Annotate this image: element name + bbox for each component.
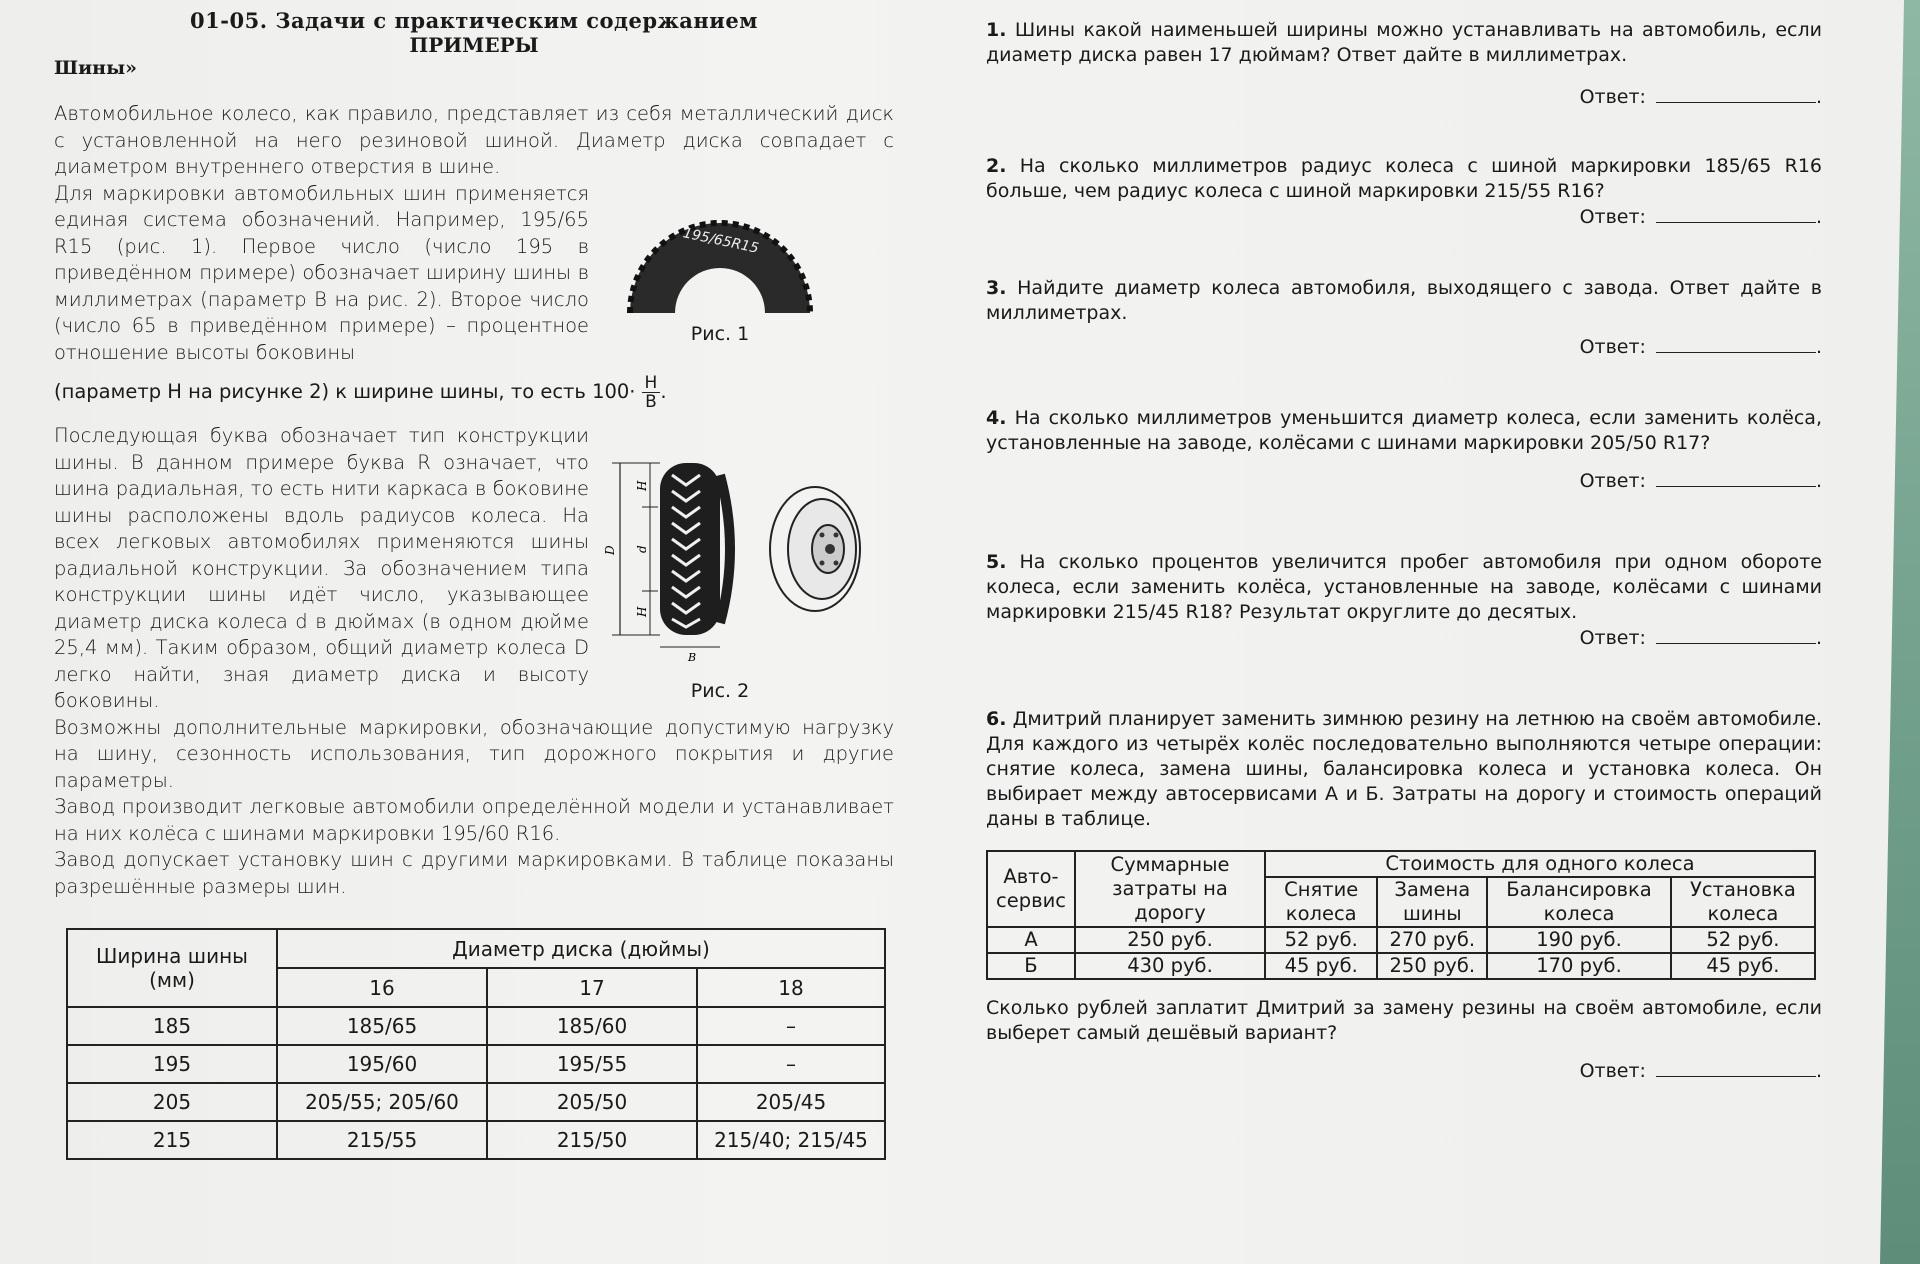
intro-paragraph-3: Последующая буква обозначает тип конструкции шины. В данном примере буква R означает, что шина радиальная, то есть нити каркаса в боковине шины расположены вдоль радиусов колеса. На всех легковых автомобилях применяются шины радиальной конструкции. За обозначением типа конструкции шины идёт число, указывающее диаметр диска колеса d в дюймах (в одном дюйме 25,4 мм). Таким образом, общий диаметр колеса D легко найти, зная диаметр диска и высоту боковины. [54, 424, 589, 712]
figure-1 [590, 205, 850, 345]
table-header-op-install: Установка колеса [1671, 877, 1815, 927]
answer-2-field[interactable] [1656, 204, 1816, 223]
question-3-number: 3. [986, 277, 1007, 299]
question-6-text: Дмитрий планирует заменить зимнюю резину на летнюю на своём автомобиле. Для каждого из четырёх колёс последовательно выполняются четыре операции: снятие колеса, замена шины, балансировка колеса и установка колеса. Он выбирает между автосервисами А и Б. Затраты на дорогу и стоимость операций даны в таблице. [986, 708, 1823, 830]
question-5-text: На сколько процентов увеличится пробег автомобиля при одном обороте колеса, если заменить колёса, установленные на заводе, колёсами с шинами маркировки 215/45 R18? Результат округлите до десятых. [986, 551, 1822, 623]
page-edge-background [1880, 0, 1920, 1264]
dimension-d-label: d [635, 545, 649, 553]
question-1 [986, 18, 1822, 68]
table-row [67, 1083, 885, 1121]
dimension-H-bottom-label: H [635, 606, 649, 617]
intro-paragraph-1: Автомобильное колесо, как правило, представляет из себя металлический диск с установленной на него резиновой шиной. Диаметр диска совпадает с диаметром внутреннего отверстия в шине. [54, 102, 894, 178]
question-6-number: 6. [986, 708, 1007, 730]
tire-arc-icon [590, 205, 850, 315]
question-4 [986, 406, 1822, 456]
table-cell: 52 руб. [1671, 927, 1815, 953]
answer-6: Ответ: . [1579, 1060, 1822, 1082]
answer-3-field[interactable] [1656, 334, 1816, 353]
page-subtitle: ПРИМЕРЫ [409, 33, 539, 57]
table-cell: 250 руб. [1075, 927, 1265, 953]
table-header-cost: Стоимость для одного колеса [1265, 851, 1815, 877]
formula-line [54, 374, 894, 411]
question-1-text: Шины какой наименьшей ширины можно устанавливать на автомобиль, если диаметр диска равен 17 дюймам? Ответ дайте в миллиметрах. [986, 19, 1822, 66]
question-4-text: На сколько миллиметров уменьшится диаметр колеса, если заменить колёса, установленные на заводе, колёсами с шинами маркировки 205/50 R17? [986, 407, 1822, 454]
intro-paragraph-6: Завод допускает установку шин с другими маркировками. В таблице показаны разрешённые размеры шин. [54, 848, 894, 898]
table-row [67, 1007, 885, 1045]
fraction-numerator: H [642, 374, 661, 393]
table-header-diameter: Диаметр диска (дюймы) [277, 929, 885, 968]
table-cell: 215/40; 215/45 [697, 1121, 885, 1159]
answer-label: Ответ: [1579, 627, 1646, 649]
table-cell-service: Б [987, 953, 1075, 979]
table-cell: 185/60 [487, 1007, 697, 1045]
table-row [67, 1045, 885, 1083]
table-cell: 170 руб. [1487, 953, 1671, 979]
question-3 [986, 276, 1822, 326]
table-cell: 52 руб. [1265, 927, 1377, 953]
answer-2: Ответ: . [1579, 206, 1822, 228]
answer-1-field[interactable] [1656, 84, 1816, 103]
table-cell: 205/55; 205/60 [277, 1083, 487, 1121]
dimension-H-top-label: H [635, 480, 649, 491]
answer-label: Ответ: [1579, 86, 1646, 108]
table-header-diam-16: 16 [277, 968, 487, 1007]
formula-text: (параметр H на рисунке 2) к ширине шины, то есть 100· [54, 380, 636, 404]
answer-4: Ответ: . [1579, 470, 1822, 492]
table-cell: 270 руб. [1377, 927, 1487, 953]
service-cost-table [986, 850, 1816, 980]
answer-6-field[interactable] [1656, 1058, 1816, 1077]
question-1-number: 1. [986, 19, 1007, 41]
question-2-number: 2. [986, 155, 1007, 177]
answer-1: Ответ: . [1579, 86, 1822, 108]
left-column [54, 8, 894, 900]
question-5 [986, 550, 1822, 625]
intro-paragraph-4: Возможны дополнительные маркировки, обозначающие допустимую нагрузку на шину, сезонность использования, тип дорожного покрытия и другие параметры. [54, 715, 894, 792]
tire-cross-section-icon [560, 455, 880, 670]
figure-2 [560, 455, 880, 700]
table-cell-width: 195 [67, 1045, 277, 1083]
intro-paragraph-5: Завод производит легковые автомобили определённой модели и устанавливает на них колёса с шинами маркировки 195/60 R16. [54, 795, 894, 845]
table-cell: 430 руб. [1075, 953, 1265, 979]
question-2-text: На сколько миллиметров радиус колеса с шиной маркировки 185/65 R16 больше, чем радиус колеса с шиной маркировки 215/55 R16? [986, 155, 1822, 202]
table-header-road: Суммарные затраты на дорогу [1075, 851, 1265, 927]
topic-label: Шины» [54, 57, 138, 79]
page-title: 01-05. Задачи с практическим содержанием [190, 8, 758, 33]
dimension-B-label: B [688, 651, 697, 664]
table-header-service: Авто-сервис [987, 851, 1075, 927]
intro-paragraph-2: Для маркировки автомобильных шин применяется единая система обозначений. Например, 195/65 R15 (рис. 1). Первое число (число 195 в приведённом примере) обозначает ширину шины в миллиметрах (параметр B на рис. 2). Второе число (число 65 в приведённом примере) – процентное отношение высоты боковины [54, 181, 589, 364]
answer-4-field[interactable] [1656, 468, 1816, 487]
table-cell: 250 руб. [1377, 953, 1487, 979]
table-cell-width: 215 [67, 1121, 277, 1159]
answer-label: Ответ: [1579, 1060, 1646, 1082]
table-cell: – [697, 1007, 885, 1045]
table-header-op-removal: Снятие колеса [1265, 877, 1377, 927]
table-cell: 215/50 [487, 1121, 697, 1159]
table-cell: 215/55 [277, 1121, 487, 1159]
answer-5: Ответ: . [1579, 627, 1822, 649]
table-cell: 205/45 [697, 1083, 885, 1121]
table-cell-service: А [987, 927, 1075, 953]
table-cell: 190 руб. [1487, 927, 1671, 953]
table-cell: 45 руб. [1671, 953, 1815, 979]
question-5-number: 5. [986, 551, 1007, 573]
right-column [986, 18, 1822, 1082]
table-row [987, 927, 1815, 953]
table-cell-width: 205 [67, 1083, 277, 1121]
figure-1-caption: Рис. 1 [690, 323, 750, 345]
question-3-text: Найдите диаметр колеса автомобиля, выходящего с завода. Ответ дайте в миллиметрах. [986, 277, 1822, 324]
dimension-D-label: D [603, 545, 617, 555]
answer-label: Ответ: [1579, 470, 1646, 492]
tire-marking-label: 195/65R15 [681, 225, 761, 257]
table-header-diam-18: 18 [697, 968, 885, 1007]
table-cell: 205/50 [487, 1083, 697, 1121]
question-6 [986, 707, 1822, 832]
table-header-width: Ширина шины (мм) [67, 929, 277, 1007]
table-header-diam-17: 17 [487, 968, 697, 1007]
formula-end: . [660, 380, 667, 404]
table-header-op-replace: Замена шины [1377, 877, 1487, 927]
tire-sizes-table [66, 928, 886, 1160]
question-2 [986, 154, 1822, 204]
fraction-denominator: B [645, 392, 657, 412]
table-row [67, 1121, 885, 1159]
question-4-number: 4. [986, 407, 1007, 429]
answer-5-field[interactable] [1656, 625, 1816, 644]
table-cell: 195/55 [487, 1045, 697, 1083]
figure-2-caption: Рис. 2 [690, 680, 750, 702]
table-header-op-balance: Балансировка колеса [1487, 877, 1671, 927]
answer-label: Ответ: [1579, 336, 1646, 358]
table-cell: 45 руб. [1265, 953, 1377, 979]
table-cell: – [697, 1045, 885, 1083]
answer-label: Ответ: [1579, 206, 1646, 228]
table-row [987, 953, 1815, 979]
table-cell: 185/65 [277, 1007, 487, 1045]
answer-3: Ответ: . [1579, 336, 1822, 358]
table-cell-width: 185 [67, 1007, 277, 1045]
table-cell: 195/60 [277, 1045, 487, 1083]
question-6-followup: Сколько рублей заплатит Дмитрий за замену резины на своём автомобиле, если выберет самый дешёвый вариант? [986, 997, 1822, 1044]
fraction [642, 374, 661, 411]
